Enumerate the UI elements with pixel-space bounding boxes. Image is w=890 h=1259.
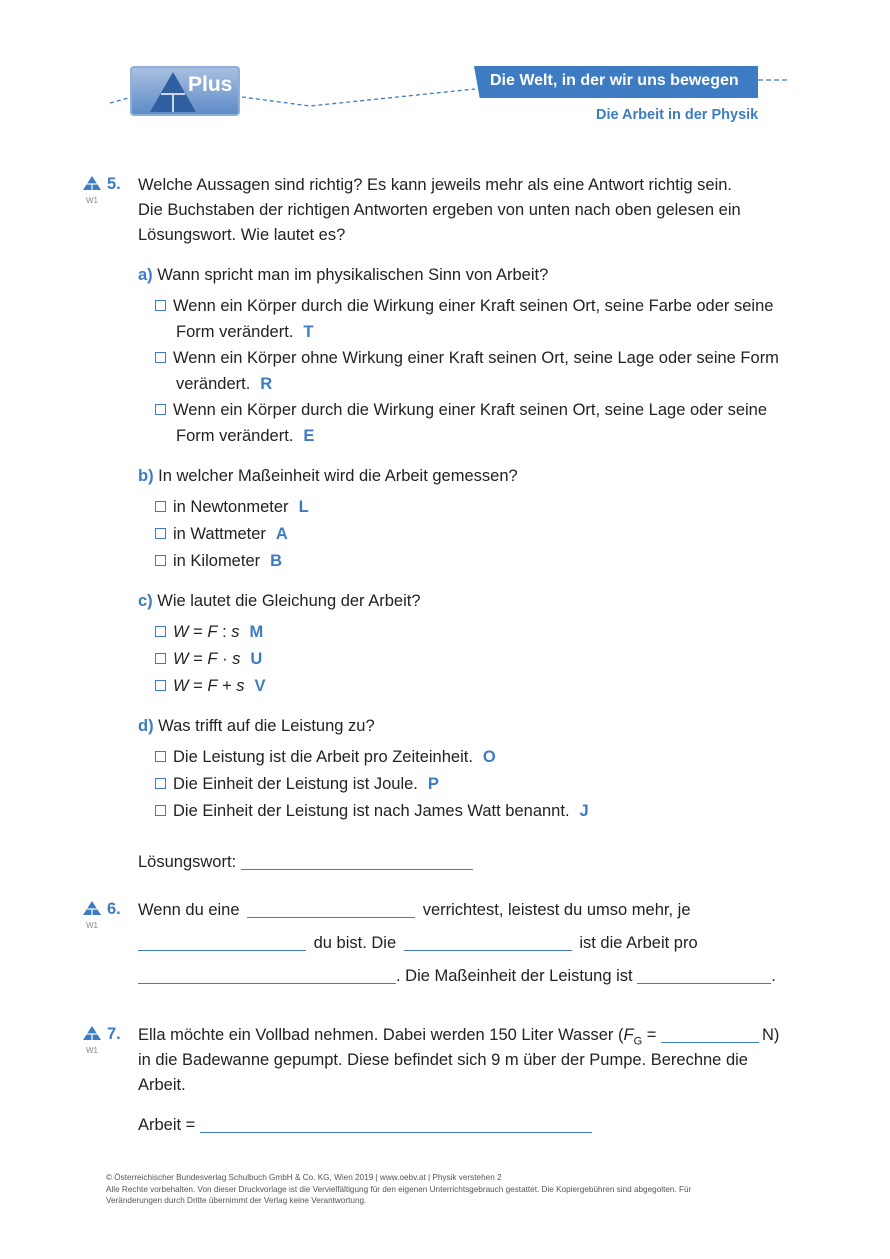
checkbox[interactable] [155, 626, 166, 637]
answer-label: Arbeit = [138, 1116, 196, 1134]
logo-label: Plus [188, 73, 233, 96]
blank-input[interactable] [247, 900, 415, 918]
q5a-option-3 [155, 397, 767, 423]
checkbox[interactable] [155, 501, 166, 512]
q5d-option-3 [155, 798, 589, 824]
q5b-option-2 [155, 521, 288, 547]
var-f: F [207, 677, 218, 695]
subscript: G [633, 1035, 643, 1048]
footer-line: © Österreichischer Bundesverlag Schulbuch GmbH & Co. KG, Wien 2019 | www.oebv.at | Physik verstehen 2 [106, 1173, 502, 1182]
text: Wenn du eine [138, 901, 240, 919]
question-text: Was trifft auf die Leistung zu? [158, 717, 375, 735]
q5a-option-1 [155, 293, 773, 319]
option-text: Die Einheit der Leistung ist Joule. [173, 775, 418, 793]
var-s: s [231, 623, 240, 641]
q5d-question [138, 713, 375, 739]
part-label: c) [138, 592, 153, 610]
option-text: in Kilometer [173, 552, 261, 570]
question-number: 6. [107, 900, 121, 918]
option-text: Form verändert. [176, 427, 294, 445]
var-s: s [236, 677, 245, 695]
q5b-option-3 [155, 548, 282, 574]
question-text: Wann spricht man im physikalischen Sinn von Arbeit? [157, 266, 549, 284]
footer [106, 1172, 691, 1207]
blank-input[interactable] [138, 966, 396, 984]
question-text: Wie lautet die Gleichung der Arbeit? [157, 592, 421, 610]
var-f: F [623, 1026, 634, 1044]
level-label: W1 [86, 196, 98, 205]
text: verrichtest, leistest du umso mehr, je [422, 901, 691, 919]
checkbox[interactable] [155, 352, 166, 363]
section-subtitle: Die Arbeit in der Physik [596, 107, 759, 123]
option-text: Wenn ein Körper durch die Wirkung einer Kraft seinen Ort, seine Lage oder seine [173, 401, 768, 419]
equals: = [188, 677, 208, 695]
q5a-option-2 [155, 345, 779, 371]
q5a-option-2-cont [176, 371, 272, 397]
answer-letter: M [249, 623, 264, 641]
work-answer-row [138, 1112, 592, 1138]
checkbox[interactable] [155, 404, 166, 415]
q5c-question [138, 588, 421, 614]
equals: = [188, 623, 208, 641]
checkbox[interactable] [155, 751, 166, 762]
q5a-option-3-cont [176, 423, 314, 449]
q5-intro-line3: Lösungswort. Wie lautet es? [138, 226, 346, 244]
operator: : [217, 623, 232, 641]
q5a-question [138, 262, 548, 288]
level-pyramid-icon [82, 1025, 102, 1041]
q5b-option-1 [155, 494, 309, 520]
answer-letter: O [482, 748, 496, 766]
text: du bist. Die [313, 934, 397, 952]
level-label: W1 [86, 1046, 98, 1055]
option-text: Wenn ein Körper durch die Wirkung einer Kraft seinen Ort, seine Farbe oder seine [173, 297, 774, 315]
answer-letter: E [303, 427, 315, 445]
option-text: Die Leistung ist die Arbeit pro Zeiteinheit. [173, 748, 473, 766]
operator: · [217, 650, 233, 668]
option-text: verändert. [176, 375, 251, 393]
q5a-option-1-cont [176, 319, 313, 345]
text: . Die Maßeinheit der Leistung ist [396, 967, 633, 985]
checkbox[interactable] [155, 680, 166, 691]
equals: = [642, 1026, 657, 1044]
q6-line1 [138, 897, 691, 923]
solution-row [138, 849, 473, 875]
var-f: F [207, 650, 218, 668]
level-pyramid-icon [82, 900, 102, 916]
q5b-question [138, 463, 518, 489]
plus-logo [130, 66, 240, 116]
footer-line: Veränderungen durch Dritte übernimmt der Verlag keine Verantwortung. [106, 1196, 367, 1205]
var-f: F [207, 623, 218, 641]
q5c-option-3 [155, 673, 266, 699]
q7-line2: in die Badewanne gepumpt. Diese befindet sich 9 m über der Pumpe. Berechne die [138, 1051, 748, 1069]
level-label: W1 [86, 921, 98, 930]
q5-intro-line2: Die Buchstaben der richtigen Antworten ergeben von unten nach oben gelesen ein [138, 201, 741, 219]
force-input[interactable] [661, 1025, 759, 1043]
level-pyramid-icon [82, 175, 102, 191]
answer-letter: L [298, 498, 309, 516]
blank-input[interactable] [404, 933, 572, 951]
var-w: W [173, 623, 189, 641]
option-text: Form verändert. [176, 323, 294, 341]
var-s: s [232, 650, 241, 668]
answer-letter: V [254, 677, 266, 695]
q7-line3: Arbeit. [138, 1076, 186, 1094]
blank-input[interactable] [138, 933, 306, 951]
checkbox[interactable] [155, 555, 166, 566]
q5d-option-1 [155, 744, 496, 770]
q6-line2 [138, 930, 698, 956]
option-text: in Wattmeter [173, 525, 266, 543]
part-label: a) [138, 266, 153, 284]
answer-letter: B [270, 552, 283, 570]
option-text: in Newtonmeter [173, 498, 289, 516]
blank-input[interactable] [637, 966, 771, 984]
q5-intro-line1: Welche Aussagen sind richtig? Es kann jeweils mehr als eine Antwort richtig sein. [138, 176, 732, 194]
checkbox[interactable] [155, 528, 166, 539]
checkbox[interactable] [155, 653, 166, 664]
checkbox[interactable] [155, 778, 166, 789]
q5c-option-2 [155, 646, 262, 672]
equals: = [188, 650, 208, 668]
text: Ella möchte ein Vollbad nehmen. Dabei werden 150 Liter Wasser ( [138, 1026, 624, 1044]
answer-letter: U [250, 650, 263, 668]
work-answer-input[interactable] [200, 1115, 592, 1133]
checkbox[interactable] [155, 805, 166, 816]
question-number: 5. [107, 175, 121, 193]
option-text: Wenn ein Körper ohne Wirkung einer Kraft seinen Ort, seine Lage oder seine Form [173, 349, 779, 367]
answer-letter: A [275, 525, 288, 543]
var-w: W [173, 677, 189, 695]
text: N) [761, 1026, 780, 1044]
checkbox[interactable] [155, 300, 166, 311]
text: . [771, 967, 776, 985]
operator: + [217, 677, 237, 695]
solution-label: Lösungswort: [138, 853, 237, 871]
question-number: 7. [107, 1025, 121, 1043]
footer-line: Alle Rechte vorbehalten. Von dieser Druckvorlage ist die Vervielfältigung für den eigenen Unterrichtsgebrauch gestattet. Die Kopiergebühren sind abgegolten. Für [106, 1184, 692, 1194]
answer-letter: R [260, 375, 273, 393]
q6-line3 [138, 963, 776, 989]
part-label: d) [138, 717, 154, 735]
part-label: b) [138, 467, 154, 485]
question-text: In welcher Maßeinheit wird die Arbeit gemessen? [158, 467, 518, 485]
q5c-option-1 [155, 619, 263, 645]
text: ist die Arbeit pro [579, 934, 698, 952]
chapter-title: Die Welt, in der wir uns bewegen [490, 72, 739, 89]
answer-letter: J [579, 802, 589, 820]
var-w: W [173, 650, 189, 668]
answer-letter: P [427, 775, 439, 793]
answer-letter: T [303, 323, 314, 341]
q5d-option-2 [155, 771, 439, 797]
option-text: Die Einheit der Leistung ist nach James Watt benannt. [173, 802, 570, 820]
solution-input[interactable] [241, 852, 473, 870]
